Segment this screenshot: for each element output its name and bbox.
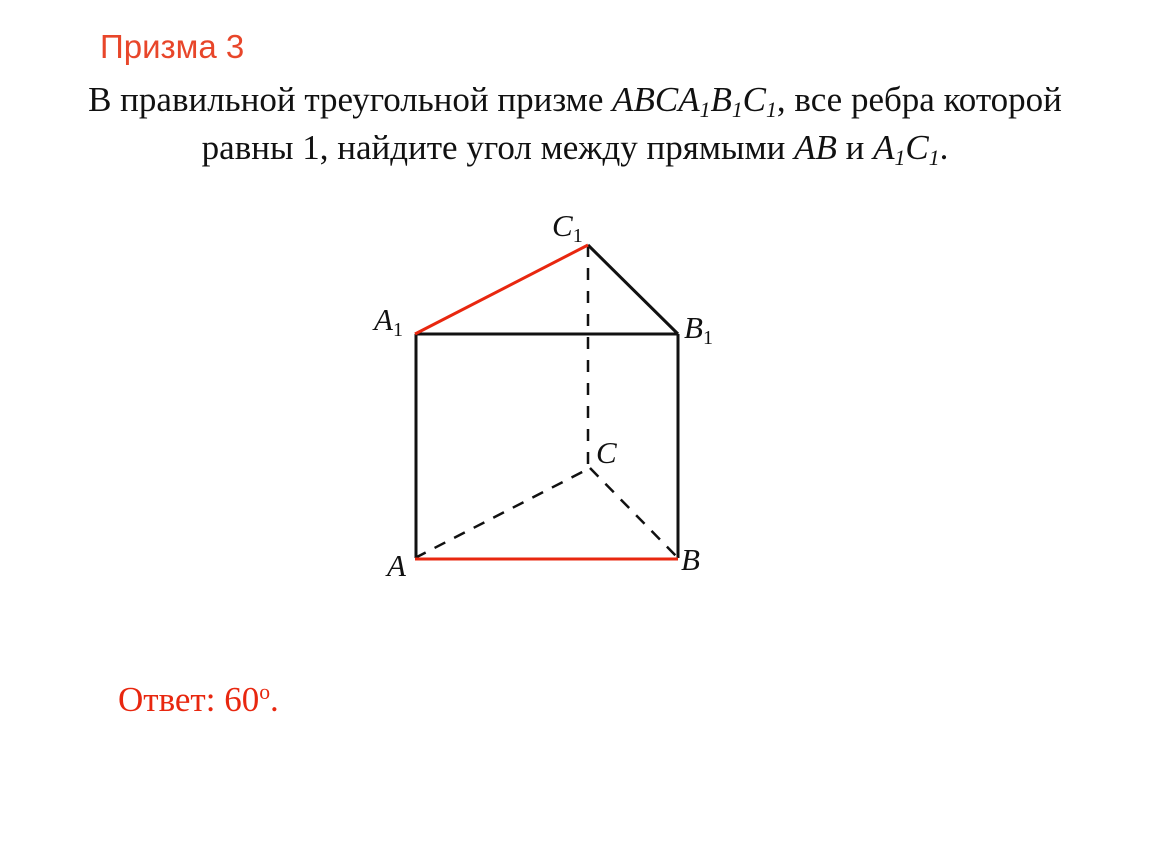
edge-a1-c1-highlight bbox=[415, 245, 588, 334]
text-segment: A bbox=[873, 128, 895, 167]
label-b1: B1 bbox=[684, 310, 713, 349]
answer-end: . bbox=[270, 680, 279, 719]
text-segment: и bbox=[836, 128, 874, 167]
subscript: 1 bbox=[894, 146, 906, 171]
text-segment: В правильной треугольной призме bbox=[88, 80, 613, 119]
subscript: 1 bbox=[731, 98, 743, 123]
label-c: C bbox=[596, 435, 617, 470]
subscript: 1 bbox=[766, 98, 777, 123]
text-segment: . bbox=[939, 128, 949, 167]
text-segment: ABCA bbox=[612, 80, 700, 119]
answer bbox=[118, 680, 279, 720]
answer-text: Ответ: 60 bbox=[118, 680, 260, 719]
text-segment: , все ребра которой bbox=[776, 80, 1062, 119]
text-segment: C bbox=[905, 128, 929, 167]
label-b: B bbox=[681, 542, 700, 577]
subscript: 1 bbox=[699, 98, 711, 123]
label-c1: C1 bbox=[552, 208, 583, 247]
label-a1: A1 bbox=[374, 302, 403, 341]
edge-a-c bbox=[415, 468, 590, 558]
degree-mark: o bbox=[259, 680, 271, 705]
line-ab: AB bbox=[794, 128, 837, 167]
text-segment: C bbox=[742, 80, 767, 119]
text-segment: равны 1, найдите угол между прямыми bbox=[201, 128, 795, 167]
edge-c-b bbox=[590, 468, 678, 558]
slide-title: Призма 3 bbox=[100, 28, 245, 65]
subscript: 1 bbox=[928, 146, 940, 171]
edge-c1-b1 bbox=[588, 245, 678, 334]
text-segment: B bbox=[710, 80, 732, 119]
label-a: A bbox=[387, 548, 406, 583]
